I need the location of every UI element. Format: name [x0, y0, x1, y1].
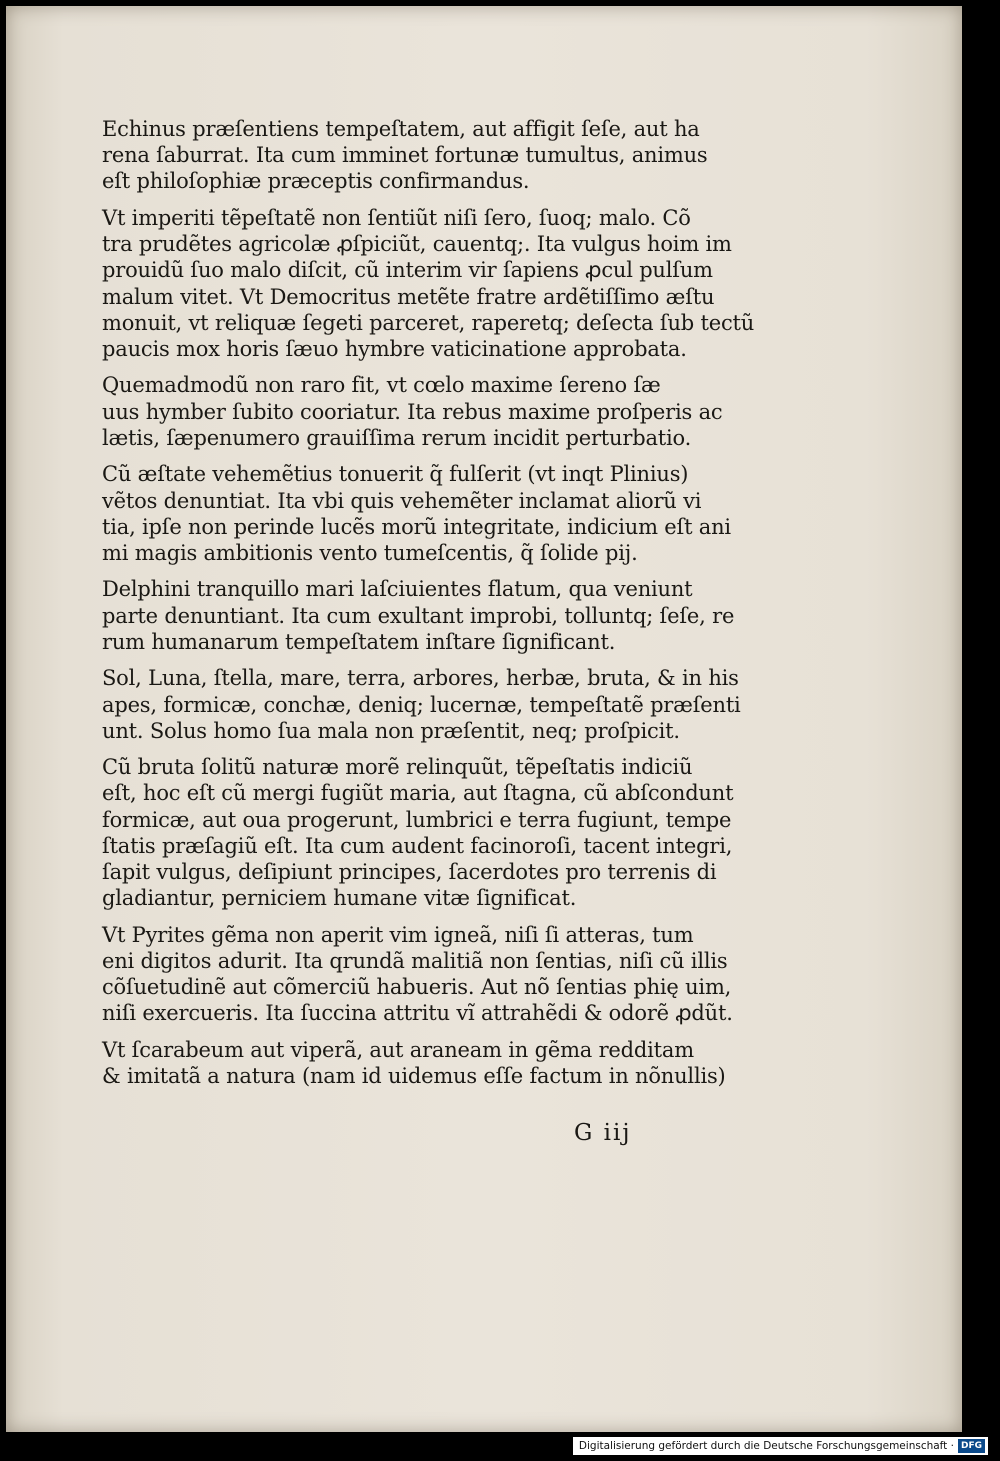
text-line: eni digitos adurit. Ita qrundã malitiã non ſentias, niſi cũ illis [102, 948, 728, 973]
text-line: tia, ipſe non perinde lucẽs morũ integritate, indicium eſt ani [102, 514, 731, 539]
text-line: Vt imperiti tẽpeſtatẽ non ſentiũt niſi ſero, ſuoq; malo. Cõ [102, 205, 691, 230]
text-line: uus hymber ſubito cooriatur. Ita rebus maxime proſperis ac [102, 399, 723, 424]
text-line: formicæ, aut oua progerunt, lumbrici e terra fugiunt, tempe [102, 807, 732, 832]
text-line: malum vitet. Vt Democritus metẽte fratre ardẽtiſſimo æſtu [102, 284, 715, 309]
text-line: Sol, Luna, ſtella, mare, terra, arbores, herbæ, bruta, & in his [102, 666, 739, 691]
paragraph [90, 461, 746, 566]
signature-mark: G iij [574, 1120, 632, 1146]
paragraph [90, 665, 746, 744]
text-line: Echinus præſentiens tempeſtatem, aut affigit ſeſe, aut ha [102, 117, 700, 141]
paragraph [90, 116, 746, 195]
text-line: unt. Solus homo ſua mala non præſentit, neq; proſpicit. [102, 718, 680, 743]
paragraph [90, 754, 746, 911]
text-line: Cũ æſtate vehemẽtius tonuerit q̃ fulſerit (vt inqt Plinius) [102, 462, 689, 487]
text-line: monuit, vt reliquæ ſegeti parceret, raperetq; deſecta ſub tectũ [102, 310, 755, 335]
text-line: apes, formicæ, conchæ, deniq; lucernæ, tempeſtatẽ præſenti [102, 692, 741, 717]
text-line: eſt philoſophiæ præceptis confirmandus. [102, 169, 530, 194]
text-line: rum humanarum tempeſtatem inſtare ſignificant. [102, 629, 616, 654]
text-line: rena ſaburrat. Ita cum imminet fortunæ tumultus, animus [102, 143, 708, 168]
text-line: ſapit vulgus, deſipiunt principes, ſacerdotes pro terrenis di [102, 860, 717, 885]
text-line: Delphini tranquillo mari laſciuientes flatum, qua veniunt [102, 577, 693, 602]
text-line: parte denuntiant. Ita cum exultant improbi, tolluntq; ſeſe, re [102, 603, 735, 628]
digitization-footer [573, 1437, 988, 1455]
text-line: cõſuetudinẽ aut cõmerciũ habueris. Aut nõ ſentias phię uim, [102, 975, 732, 1000]
text-line: vẽtos denuntiat. Ita vbi quis vehemẽter inclamat aliorũ vi [102, 488, 702, 513]
text-line: Quemadmodũ non raro fit, vt cœlo maxime ſereno ſæ [102, 373, 661, 398]
paragraph [90, 922, 746, 1027]
paragraph [90, 372, 746, 451]
paragraph [90, 1037, 746, 1089]
paragraph [90, 576, 746, 655]
text-line: & imitatã a natura (nam id uidemus eſſe factum in nõnullis) [102, 1064, 726, 1089]
text-line: ſtatis præſagiũ eſt. Ita cum audent facinoroſi, tacent integri, [102, 833, 733, 858]
paragraph [90, 205, 755, 362]
text-line: gladiantur, perniciem humane vitæ ſignificat. [102, 886, 577, 911]
text-line: eſt, hoc eſt cũ mergi fugiũt maria, aut ſtagna, cũ abſcondunt [102, 781, 734, 806]
footer-text: Digitalisierung gefördert durch die Deutsche Forschungsgemeinschaft · [578, 1440, 954, 1452]
text-line: Cũ bruta ſolitũ naturæ morẽ relinquũt, tẽpeſtatis indiciũ [102, 755, 693, 780]
text-line: prouidũ ſuo malo diſcit, cũ interim vir ſapiens ꝓcul pulſum [102, 258, 713, 283]
text-line: Vt ſcarabeum aut viperã, aut araneam in gẽma redditam [102, 1037, 694, 1062]
dfg-logo-icon: DFG [958, 1439, 985, 1453]
text-line: mi magis ambitionis vento tumeſcentis, q̃ ſolide pij. [102, 540, 638, 565]
text-line: paucis mox horis ſæuo hymbre vaticinatione approbata. [102, 336, 687, 361]
text-line: Vt Pyrites gẽma non aperit vim igneã, niſi ſi atteras, tum [102, 922, 694, 947]
book-page [6, 6, 962, 1432]
text-line: tra prudẽtes agricolæ ꝓſpiciũt, cauentq;. Ita vulgus hoim im [102, 232, 732, 257]
page-text [90, 116, 755, 1100]
text-line: niſi exercueris. Ita ſuccina attritu vĩ attrahẽdi & odorẽ ꝓdũt. [102, 1001, 733, 1026]
text-line: lætis, ſæpenumero grauiſſima rerum incidit perturbatio. [102, 425, 692, 450]
